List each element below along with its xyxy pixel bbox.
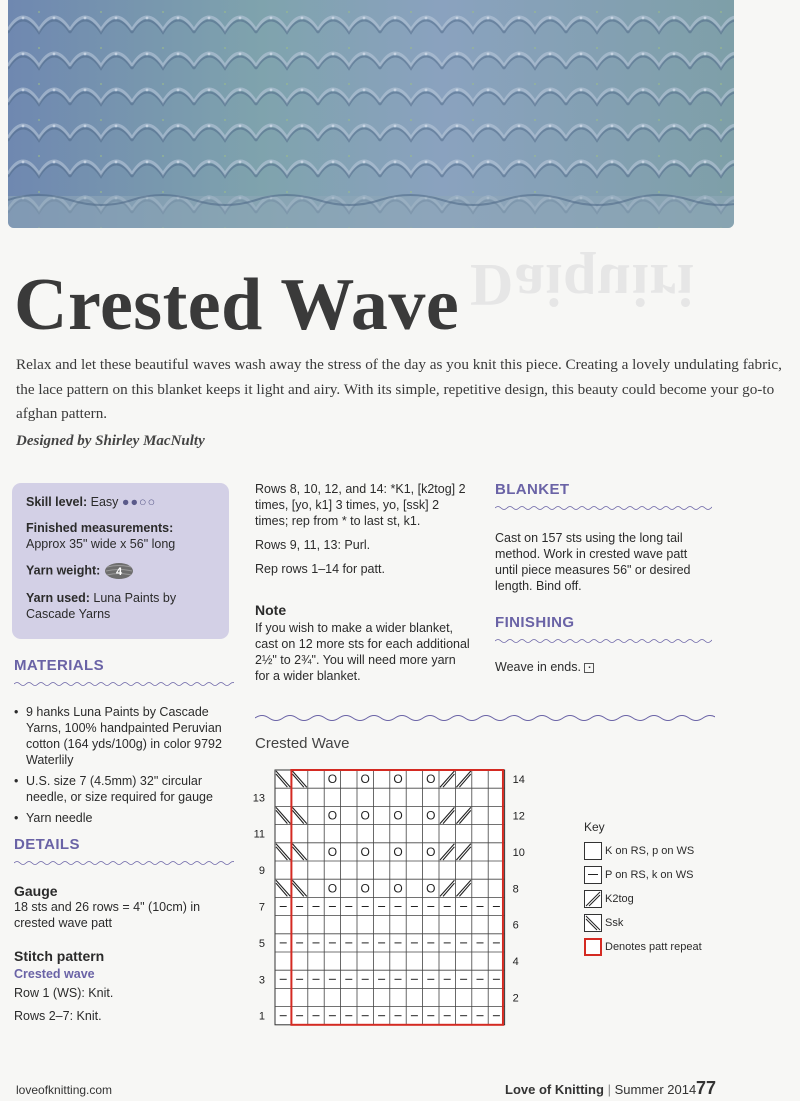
stitch-sub: Crested wave: [14, 967, 95, 981]
wavy-divider: [495, 505, 712, 511]
footer-mag: Love of Knitting | Summer 2014: [505, 1082, 697, 1097]
key-row-ssk: [584, 912, 702, 933]
finished-measurements: [26, 520, 215, 552]
materials-list: [14, 704, 234, 826]
row-label-left: 7: [258, 901, 265, 914]
key-row-k2tog: [584, 888, 702, 909]
yo-mark: O: [393, 844, 403, 859]
row1-text: Row 1 (WS): Knit.: [14, 986, 114, 1000]
blanket-photo: [8, 0, 734, 228]
measure-label: Finished measurements:: [26, 521, 174, 535]
yo-mark: O: [327, 772, 338, 787]
page-number: 77: [696, 1078, 717, 1098]
skill-dots: ●●○○: [121, 495, 157, 509]
yo-mark: O: [360, 808, 370, 823]
yo-mark: O: [393, 881, 403, 896]
skill-value: Easy: [90, 495, 119, 509]
slash-swatch-icon: [584, 890, 602, 908]
key-row-knit: [584, 840, 702, 861]
stitch-title: Stitch pattern: [14, 948, 105, 964]
key-row-repeat: [584, 936, 702, 957]
yarn-used: [26, 590, 215, 622]
skill-label: Skill level:: [26, 495, 88, 509]
page-title: Crested Wave: [14, 264, 460, 346]
skill-level: [26, 494, 215, 510]
backslash-swatch-icon: [584, 914, 602, 932]
dash-swatch-icon: [584, 866, 602, 884]
row-label-right: 6: [512, 919, 519, 932]
gauge-text: 18 sts and 26 rows = 4" (10cm) in crested wave patt: [14, 900, 201, 930]
yo-mark: O: [426, 881, 436, 896]
rows9-text: Rows 9, 11, 13: Purl.: [255, 538, 371, 552]
key-title: Key: [584, 820, 605, 834]
chart-key: [584, 820, 702, 960]
end-mark-icon: ▪: [584, 663, 594, 673]
row-label-right: 8: [512, 883, 519, 896]
ghost-title: Daiquiri: [470, 252, 695, 318]
key-label: K on RS, p on WS: [605, 844, 695, 857]
chart-wavy-divider: [255, 713, 715, 723]
intro-text: Relax and let these beautiful waves wash away the stress of the day as you knit this piece. Creating a lovely undulating fabric, the lace pattern on this blanket keeps it light and airy. With its simple, repetitive design, this beauty could become your go-to afghan pattern.: [16, 356, 782, 422]
rows2-7-text: Rows 2–7: Knit.: [14, 1009, 102, 1023]
row-label-right: 14: [512, 774, 525, 787]
rows8-text: Rows 8, 10, 12, and 14: *K1, [k2tog] 2 times, [yo, k1] 3 times, yo, [ssk] 2 times; rep from * to last st, k1.: [255, 482, 466, 528]
footer-mag-name: Love of Knitting: [505, 1082, 604, 1097]
yo-mark: O: [360, 844, 370, 859]
yo-mark: O: [360, 772, 370, 787]
key-label: P on RS, k on WS: [605, 868, 694, 881]
chart-title: Crested Wave: [255, 735, 350, 752]
yo-mark: O: [426, 844, 436, 859]
key-label: Denotes patt repeat: [605, 940, 702, 953]
row-label-right: 4: [512, 956, 519, 969]
key-row-purl: [584, 864, 702, 885]
footer-site: loveofknitting.com: [16, 1083, 113, 1097]
row-label-left: 11: [253, 828, 265, 841]
details-heading: DETAILS: [14, 836, 80, 853]
row-label-left: 9: [258, 865, 265, 878]
yo-mark: O: [426, 772, 436, 787]
blanket-heading: BLANKET: [495, 481, 570, 498]
details-section: [14, 836, 234, 1024]
row-label-right: 10: [512, 846, 525, 859]
yo-mark: O: [327, 808, 338, 823]
note-text: If you wish to make a wider blanket, cast on 12 more sts for each additional 2½" to 2¾". You will need more yarn for a wider blanket.: [255, 621, 470, 683]
row-label-left: 3: [258, 974, 265, 987]
row-label-left: 13: [252, 792, 265, 805]
row-label-right: 2: [512, 992, 519, 1005]
repeat-swatch-icon: [584, 938, 602, 956]
key-label: Ssk: [605, 916, 624, 929]
finishing-heading: FINISHING: [495, 614, 575, 631]
key-label: K2tog: [605, 892, 634, 905]
blanket-text: Cast on 157 sts using the long tail method. Work in crested wave patt until piece measures 56" or desired length. Bind off.: [495, 531, 691, 593]
note-title: Note: [255, 602, 287, 618]
footer-issue: Summer 2014: [614, 1082, 697, 1097]
gauge-title: Gauge: [14, 883, 58, 899]
row-label-left: 5: [258, 937, 265, 950]
pattern-rows-section: [255, 481, 470, 684]
yo-mark: O: [360, 881, 370, 896]
row-label-right: 12: [512, 810, 525, 823]
blanket-section: [495, 481, 712, 675]
row-label-left: 1: [258, 1010, 265, 1023]
list-item: • 9 hanks Luna Paints by Cascade Yarns, 100% handpainted Peruvian cotton (164 yds/100g) in color 9792 Waterlily: [14, 705, 222, 767]
list-item: • Yarn needle: [14, 811, 93, 825]
yo-mark: O: [393, 772, 403, 787]
stitch-chart: [245, 765, 575, 1030]
wavy-divider: [14, 860, 234, 866]
info-box: [12, 483, 229, 639]
wavy-divider: [14, 681, 234, 687]
yarn-label: Yarn used:: [26, 591, 90, 605]
yo-mark: O: [327, 844, 338, 859]
list-item: • U.S. size 7 (4.5mm) 32" circular needle, or size required for gauge: [14, 774, 213, 804]
blank-swatch-icon: [584, 842, 602, 860]
yarn-value: Luna Paints by Cascade Yarns: [26, 591, 177, 621]
yarn-weight: [26, 562, 215, 580]
byline: Designed by Shirley MacNulty: [16, 433, 205, 449]
yo-mark: O: [426, 808, 436, 823]
weight-label: Yarn weight:: [26, 563, 101, 578]
materials-heading: MATERIALS: [14, 657, 104, 674]
repeat-text: Rep rows 1–14 for patt.: [255, 562, 385, 576]
wavy-divider: [495, 638, 712, 644]
yo-mark: O: [393, 808, 403, 823]
yarn-weight-icon: [104, 562, 134, 580]
yo-mark: O: [327, 881, 338, 896]
finishing-text: Weave in ends. ▪: [495, 659, 712, 675]
weight-value: 4: [115, 566, 122, 578]
measure-value: Approx 35" wide x 56" long: [26, 537, 176, 551]
materials-section: [14, 657, 234, 831]
